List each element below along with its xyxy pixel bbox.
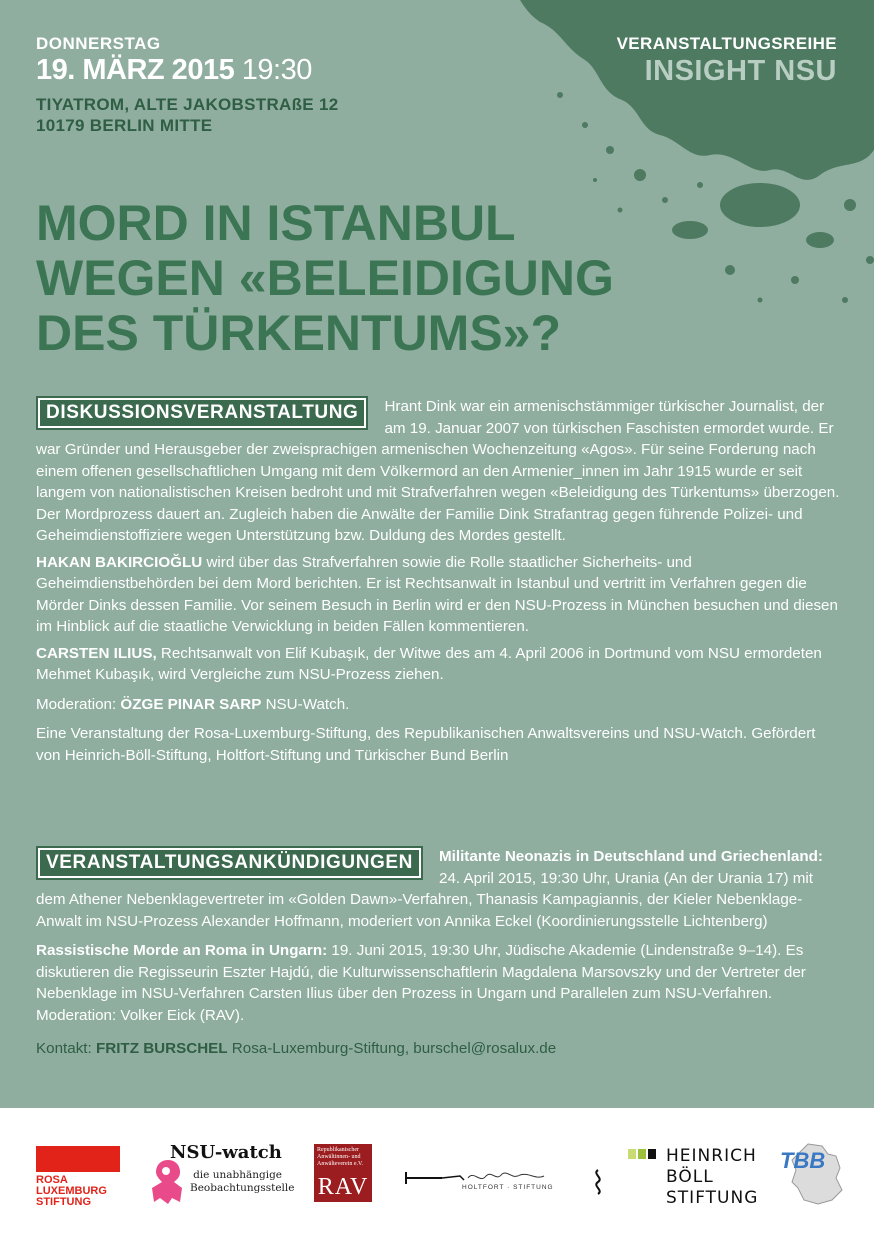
rosa-luxemburg-logo <box>36 1146 120 1208</box>
event-venue <box>36 94 338 136</box>
nsu-watch-title: NSU-watch <box>170 1142 282 1163</box>
nsu-watch-logo <box>150 1142 295 1208</box>
discussion-intro: Hrant Dink war ein armenischstämmiger türkischer Journalist, der am 19. Januar 2007 von türkischen Faschisten ermordet wurde. Er war Gründer und Herausgeber der zweisprachigen armenischen Wochenzeitung «Agos». Für seine Forderung nach einem offenen gesellschaftlichen Umgang mit dem Völkermord an den Armenier_innen im Jahr 1915 wurde er seit langem von nationalistischen Kreisen bedroht und mit Strafverfahren wegen «Beleidigung des Türkentums» überzogen. Der Mordprozess dauert an. Zugleich haben die Anwälte der Familie Dink Strafantrag gegen führende Polizei- und Geheimdienstoffiziere wegen Unterstützung bzw. Duldung des Mordes gestellt. <box>36 398 840 544</box>
boell-line-3: STIFTUNG <box>666 1188 759 1208</box>
event-date-text: 19. MÄRZ 2015 <box>36 54 235 86</box>
rosa-red-block <box>36 1146 120 1172</box>
speaker-1-name: HAKAN BAKIRCIOĞLU <box>36 553 203 571</box>
moderation-prefix: Moderation: <box>36 695 121 713</box>
series-name: INSIGHT NSU <box>644 55 837 87</box>
nsu-watch-subtitle <box>190 1169 295 1195</box>
speaker-1-paragraph <box>36 552 840 638</box>
event-2-title: Rassistische Morde an Roma in Ungarn: <box>36 942 328 959</box>
contact-name: FRITZ BURSCHEL <box>95 1040 228 1057</box>
speaker-2-paragraph <box>36 643 840 686</box>
rav-small-text: Republikanischer Anwältinnen- und Anwälteverein e.V. <box>317 1147 364 1167</box>
rav-logo <box>314 1144 372 1202</box>
event-2-text: 19. Juni 2015, 19:30 Uhr, Jüdische Akademie (Lindenstraße 9–14). Es diskutieren die Regisseurin Eszter Hajdú, die Kulturwissenschaftlerin Magdalena Marsovszky und der Vertreter der Nebenklage im NSU-Verfahren Carsten Ilius über den Prozess in Ungarn und Parallelen zum NSU-Verfahren. Moderation: Volker Eick (RAV). <box>36 942 806 1024</box>
rosa-logo-text <box>36 1175 120 1208</box>
nsu-watch-sub-1: die unabhängige <box>193 1169 282 1181</box>
nsu-watch-sub-2: Beobachtungsstelle <box>190 1182 295 1194</box>
event-2-paragraph <box>36 940 840 1026</box>
series-label: VERANSTALTUNGSREIHE <box>616 34 837 53</box>
moderator-suffix: NSU-Watch. <box>261 695 350 713</box>
boell-squares-icon <box>628 1149 656 1159</box>
headline-line-2: WEGEN «BELEIDIGUNG <box>36 250 614 306</box>
organizers-paragraph: Eine Veranstaltung der Rosa-Luxemburg-Stiftung, des Republikanischen Anwaltsvereins und NSU-Watch. Gefördert von Heinrich-Böll-Stiftung, Holtfort-Stiftung und Türkischer Bund Berlin <box>36 725 816 764</box>
headline-line-1: MORD IN ISTANBUL <box>36 195 516 251</box>
boell-text <box>666 1146 758 1209</box>
nsu-watch-figure-icon <box>150 1158 186 1206</box>
contact-line <box>36 1038 840 1060</box>
moderation-paragraph <box>36 694 840 716</box>
series-title <box>617 34 837 88</box>
holtfort-signature-graphic <box>402 1166 617 1196</box>
event-1-title: Militante Neonazis in Deutschland und Griechenland: <box>439 848 823 865</box>
speaker-1-text: wird über das Strafverfahren sowie die Rolle staatlicher Sicherheits- und Geheimdienstbehörden bei dem Mord berichten. Er ist Rechtsanwalt in Istanbul und vertritt im Verfahren gegen die Mörder Dinks dessen Familie. Vor seinem Besuch in Berlin wird er den NSU-Prozess in München besuchen und diesen im Hinblick auf die staatliche Verwicklung in beiden Fällen kommentieren. <box>36 553 838 635</box>
moderator-name: ÖZGE PINAR SARP <box>120 695 262 713</box>
event-day: DONNERSTAG <box>36 34 161 53</box>
headline-line-3: DES TÜRKENTUMS»? <box>36 305 562 361</box>
contact-prefix: Kontakt: <box>36 1040 96 1057</box>
rosa-line-1: ROSA <box>36 1174 68 1186</box>
discussion-section <box>36 396 840 766</box>
announcements-label: VERANSTALTUNGSANKÜNDIGUNGEN <box>36 846 423 880</box>
tbb-logo <box>778 1142 858 1208</box>
headline <box>36 196 614 361</box>
event-1-text: 24. April 2015, 19:30 Uhr, Urania (An der Urania 17) mit dem Athener Nebenklagevertreter im «Golden Dawn»-Verfahren, Thanasis Kampagiannis, der Kieler Nebenklage-Anwalt im NSU-Prozess Alexander Hoffmann, moderiert von Annika Eckel (Koordinierungsstelle Lichtenberg) <box>36 869 813 930</box>
sponsor-logos-bar <box>0 1108 874 1240</box>
holtfort-text: HOLTFORT · STIFTUNG <box>462 1184 554 1191</box>
tbb-text: TBB <box>780 1148 826 1173</box>
speaker-2-text: Rechtsanwalt von Elif Kubaşık, der Witwe des am 4. April 2006 in Dortmund vom NSU ermordeten Mehmet Kubaşık, wird Vergleiche zum NSU-Prozess ziehen. <box>36 644 822 683</box>
venue-line-2: 10179 BERLIN MITTE <box>36 116 213 135</box>
boell-line-2: BÖLL <box>666 1167 714 1187</box>
holtfort-logo <box>402 1166 617 1196</box>
contact-text: Rosa-Luxemburg-Stiftung, burschel@rosalux.de <box>227 1040 557 1057</box>
rosa-line-2: LUXEMBURG <box>36 1185 107 1197</box>
announcements-section <box>36 846 840 1060</box>
rav-big-text: RAV <box>317 1174 369 1200</box>
rosa-line-3: STIFTUNG <box>36 1196 91 1208</box>
boell-line-1: HEINRICH <box>666 1146 757 1166</box>
event-date <box>36 54 312 87</box>
event-time: 19:30 <box>241 54 312 86</box>
discussion-label: DISKUSSIONSVERANSTALTUNG <box>36 396 368 430</box>
venue-line-1: TIYATROM, ALTE JAKOBSTRAßE 12 <box>36 95 339 114</box>
speaker-2-name: CARSTEN ILIUS, <box>36 644 157 662</box>
